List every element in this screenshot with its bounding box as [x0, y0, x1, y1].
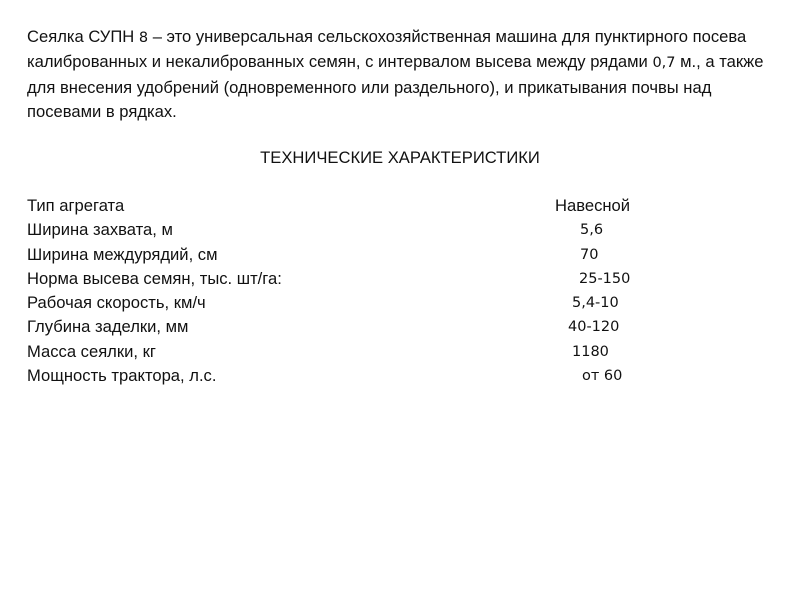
spec-label: Масса сеялки, кг [27, 341, 156, 361]
section-heading: ТЕХНИЧЕСКИЕ ХАРАКТЕРИСТИКИ [260, 148, 540, 167]
spec-row-working-width [27, 218, 727, 242]
spec-value: от 60 [582, 368, 623, 385]
intro-paragraph [27, 25, 772, 124]
spec-value: 25-150 [579, 270, 631, 287]
spec-value: 5,4-10 [572, 295, 619, 312]
intro-model-number: 8 [138, 30, 149, 46]
spec-label: Ширина междурядий, см [27, 244, 218, 264]
spec-list [27, 194, 727, 388]
spec-value: 5,6 [580, 222, 604, 239]
spec-row-seeder-mass [27, 340, 727, 364]
intro-text-part2: – это универсальная сельскохозяйственная машина для пунктирного посева калиброванных и некалиброванных семян, с интервалом высева между рядами [27, 27, 747, 72]
spec-value: Навесной [555, 196, 631, 215]
spec-label: Мощность трактора, л.с. [27, 366, 217, 386]
spec-label: Рабочая скорость, км/ч [27, 293, 206, 313]
spec-label: Норма высева семян, тыс. шт/га: [27, 268, 282, 288]
spec-value: 40-120 [568, 319, 620, 336]
spec-row-seeding-depth [27, 315, 727, 339]
spec-row-working-speed [27, 291, 727, 315]
spec-label: Глубина заделки, мм [27, 317, 189, 337]
intro-row-gap: 0,7 [652, 55, 676, 72]
spec-value: 70 [580, 246, 599, 263]
spec-row-row-spacing [27, 243, 727, 267]
spec-row-seeding-rate [27, 267, 727, 291]
spec-row-unit-type [27, 194, 727, 218]
spec-value: 1180 [572, 343, 609, 360]
spec-label: Тип агрегата [27, 196, 125, 215]
intro-text-part1: Сеялка СУПН [27, 27, 139, 46]
spec-label: Ширина захвата, м [27, 220, 173, 240]
spec-row-tractor-power [27, 364, 727, 388]
intro-text-part3: м., а также для внесения удобрений (одновременного или раздельного), и прикатывания почвы над посевами в рядках. [27, 52, 764, 121]
